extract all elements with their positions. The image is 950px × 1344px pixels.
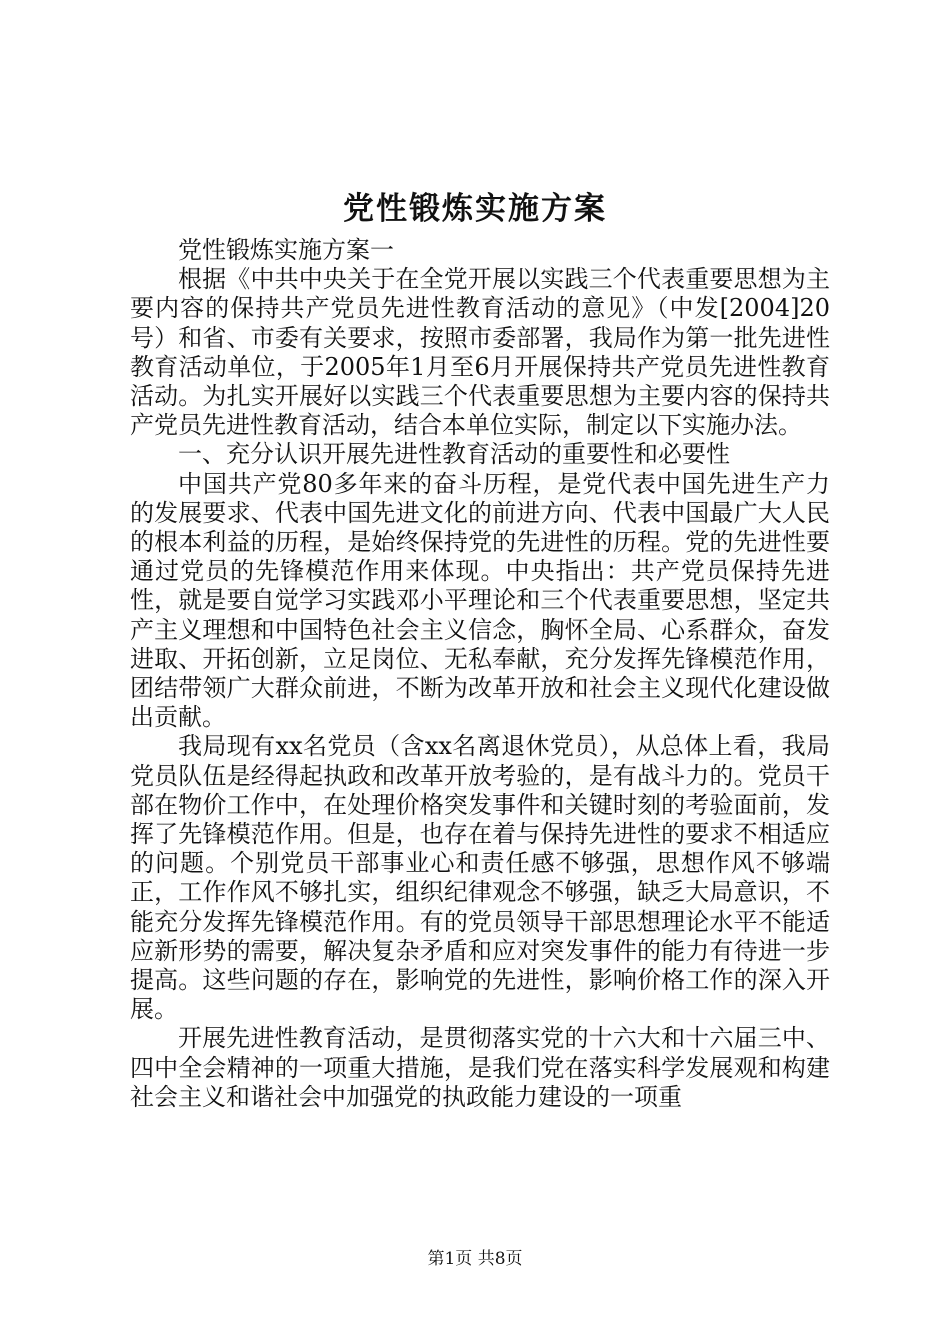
paragraph: 开展先进性教育活动，是贯彻落实党的十六大和十六届三中、四中全会精神的一项重大措施，是我们党在落实科学发展观和构建社会主义和谐社会中加强党的执政能力建设的一项重 <box>130 1024 830 1111</box>
paragraph: 根据《中共中央关于在全党开展以实践三个代表重要思想为主要内容的保持共产党员先进性教育活动的意见》（中发[2004]20号）和省、市委有关要求，按照市委部署，我局作为第一批先进性教育活动单位，于2005年1月至6月开展保持共产党员先进性教育活动。为扎实开展好以实践三个代表重要思想为主要内容的保持共产党员先进性教育活动，结合本单位实际，制定以下实施办法。 <box>130 265 830 440</box>
section-heading: 一、充分认识开展先进性教育活动的重要性和必要性 <box>178 440 730 469</box>
paragraph: 中国共产党80多年来的奋斗历程，是党代表中国先进生产力的发展要求、代表中国先进文化的前进方向、代表中国最广大人民的根本利益的历程，是始终保持党的先进性的历程。党的先进性要通过党员的先锋模范作用来体现。中央指出：共产党员保持先进性，就是要自觉学习实践邓小平理论和三个代表重要思想，坚定共产主义理想和中国特色社会主义信念，胸怀全局、心系群众，奋发进取、开拓创新，立足岗位、无私奉献，充分发挥先锋模范作用，团结带领广大群众前进，不断为改革开放和社会主义现代化建设做出贡献。 <box>130 469 830 732</box>
document-title: 党性锻炼实施方案 <box>343 191 607 227</box>
paragraph: 我局现有xx名党员（含xx名离退休党员），从总体上看，我局党员队伍是经得起执政和改革开放考验的，是有战斗力的。党员干部在物价工作中，在处理价格突发事件和关键时刻的考验面前，发挥了先锋模范作用。但是，也存在着与保持先进性的要求不相适应的问题。个别党员干部事业心和责任感不够强，思想作风不够端正，工作作风不够扎实，组织纪律观念不够强，缺乏大局意识，不能充分发挥先锋模范作用。有的党员领导干部思想理论水平不能适应新形势的需要，解决复杂矛盾和应对突发事件的能力有待进一步提高。这些问题的存在，影响党的先进性，影响价格工作的深入开展。 <box>130 732 830 1024</box>
page-number-footer: 第1页 共8页 <box>427 1249 523 1269</box>
paragraph-subtitle: 党性锻炼实施方案一 <box>178 236 394 264</box>
document-body <box>130 236 830 1112</box>
